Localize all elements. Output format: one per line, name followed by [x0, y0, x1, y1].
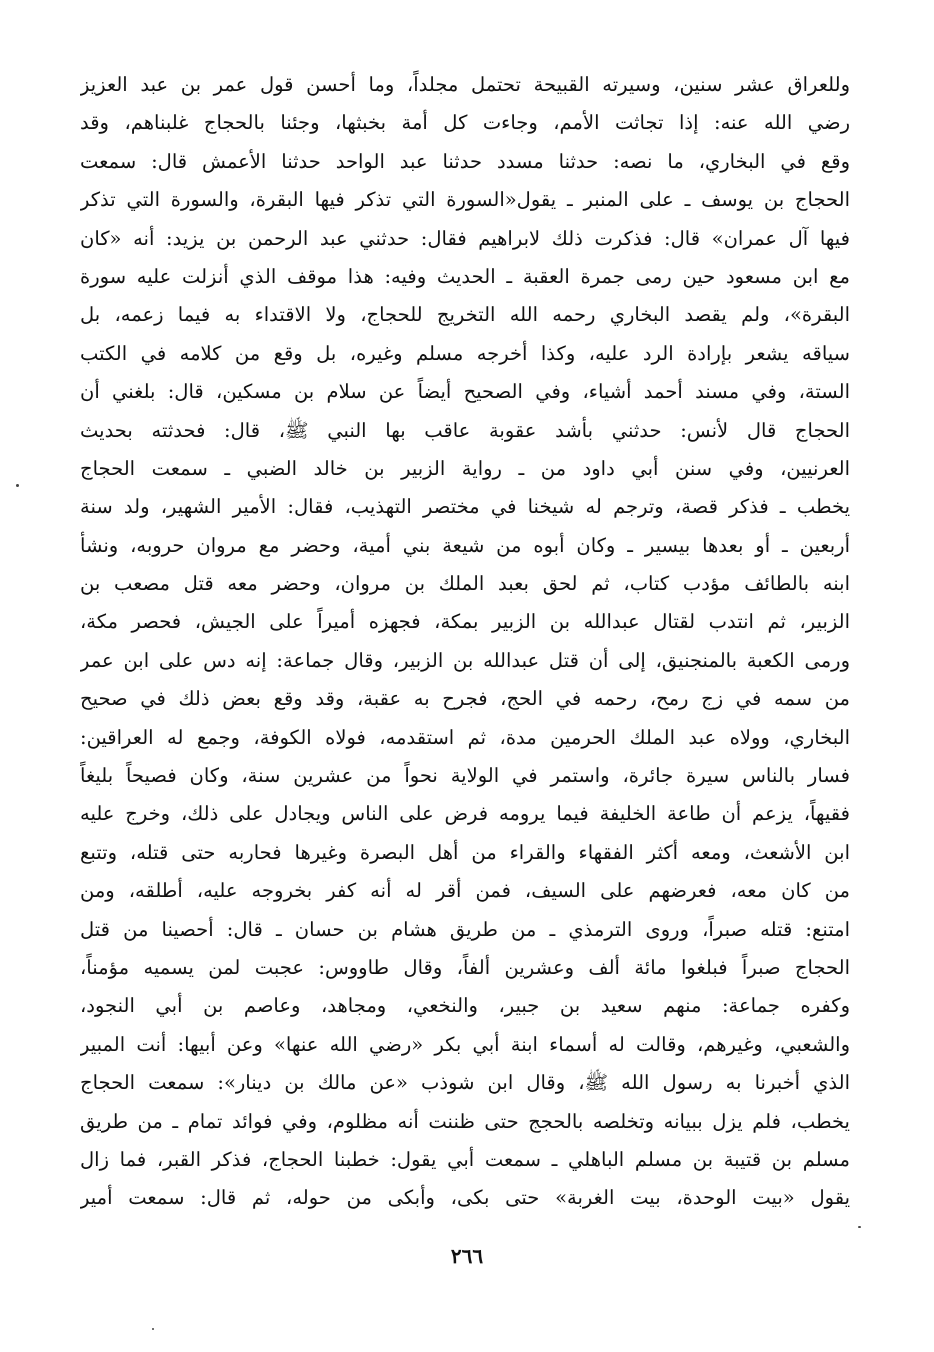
text-line-12: يخطب ـ فذكر قصة، وترجم له شيخنا في مختصر التهذيب، فقال: الأمير الشهير، ولد سنة	[80, 495, 850, 519]
text-line-11: العرنيين، وفي سنن أبي داود من ـ رواية الزبير بن خالد الضبي ـ سمعت الحجاج	[80, 456, 850, 480]
text-line-24: الحجاج صبراً فبلغوا مائة ألف وعشرين ألفاً، وقال طاووس: عجبت لمن يسميه مؤمناً،	[80, 955, 850, 979]
text-line-1: وللعراق عشر سنين، وسيرته القبيحة تحتمل مجلداً، وما أحسن قول عمر بن عبد العزيز	[80, 73, 850, 96]
text-line-17: من سمه في زج رمح، رحمه في الحج، فجرح به عقبة، وقد وقع بعض ذلك في صحيح	[80, 687, 850, 711]
body-text	[80, 66, 850, 1218]
text-line-5: فيها آل عمران» قال: فذكرت ذلك لابراهيم فقال: حدثني عبد الرحمن بن يزيد: أنه «كان	[80, 226, 850, 250]
text-line-13: أربعين ـ أو بعدها بيسير ـ وكان أبوه من شيعة بني أمية، وحضر مع مروان حروبه، ونشأ	[80, 533, 850, 557]
text-line-26: والشعبي، وغيرهم، وقالت له أسماء ابنة أبي بكر «رضي الله عنها» وعن أبيها: أنت المبير	[80, 1032, 850, 1056]
text-line-10: الحجاج قال لأنس: حدثني بأشد عقوبة عاقب بها النبي ﷺ، قال: فحدثته بحديث	[80, 418, 850, 442]
text-line-7: البقرة»، ولم يقصد البخاري رحمه الله التخريج للحجاج، ولا الاقتداء به فيما زعمه، بل	[80, 303, 850, 327]
text-line-8: سياقه يشعر بإرادة الرد عليه، وكذا أخرجه مسلم وغيره، بل وقع من كلامه في الكتب	[80, 341, 850, 365]
text-line-3: وقع في البخاري، ما نصه: حدثنا مسدد حدثنا عبد الواحد حدثنا الأعمش قال: سمعت	[80, 149, 850, 173]
text-line-23: امتنع: قتله صبراً، وروى الترمذي ـ من طريق هشام بن حسان ـ قال: أحصينا من قتل	[80, 917, 850, 941]
page-number: ٢٦٦	[450, 1244, 484, 1268]
text-line-30: يقول «بيت الوحدة، بيت الغربة» حتى بكى، وأبكى من حوله، ثم قال: سمعت أمير	[80, 1186, 850, 1210]
text-line-16: ورمى الكعبة بالمنجنيق، إلى أن قتل عبدالله بن الزبير، وقال جماعة: إنه دس على ابن عمر	[80, 648, 850, 672]
text-line-25: وكفره جماعة: منهم سعيد بن جبير، والنخعي، ومجاهد، وعاصم بن أبي النجود،	[80, 994, 850, 1018]
text-line-14: ابنه بالطائف مؤدب كتاب، ثم لحق بعبد الملك بن مروان، وحضر معه قتل مصعب بن	[80, 572, 850, 596]
scan-speck	[16, 484, 19, 487]
scan-speck	[152, 1328, 154, 1330]
text-line-18: البخاري، وولاه عبد الملك الحرمين مدة، ثم استقدمه، فولاه الكوفة، وجمع له العراقين:	[80, 725, 850, 749]
scan-speck	[858, 1226, 861, 1228]
text-line-6: مع ابن مسعود حين رمى جمرة العقبة ـ الحديث وفيه: هذا موقف الذي أنزلت عليه سورة	[80, 264, 850, 288]
text-line-27: الذي أخبرنا به رسول الله ﷺ، وقال ابن شوذب «عن مالك بن دينار»: سمعت الحجاج	[80, 1071, 850, 1095]
text-line-9: الستة، وفي مسند أحمد أشياء، وفي الصحيح أيضاً عن سلام بن مسكين، قال: بلغني أن	[80, 380, 850, 404]
text-line-2: رضي الله عنه: إذا تجاثت الأمم، وجاءت كل أمة بخبثها، وجئنا بالحجاج غلبناهم، وقد	[80, 111, 850, 135]
text-line-22: من كان معه، فعرضهم على السيف، فمن أقر له أنه كفر بخروجه عليه، أطلقه، ومن	[80, 879, 850, 903]
text-line-28: يخطب، فلم يزل ببيانه وتخلصه بالحجج حتى ظننت أنه مظلوم، وفي فوائد تمام ـ من طريق	[80, 1109, 850, 1133]
text-line-20: فقيهاً، يزعم أن طاعة الخليفة فيما يرومه فرض على الناس ويجادل على ذلك، وخرج عليه	[80, 802, 850, 826]
text-line-21: ابن الأشعث، ومعه أكثر الفقهاء والقراء من أهل البصرة وغيرها فحاربه حتى قتله، وتتبع	[80, 840, 850, 864]
text-line-19: فسار بالناس سيرة جائرة، واستمر في الولاية نحواً من عشرين سنة، وكان فصيحاً بليغاً	[80, 764, 850, 788]
text-line-29: مسلم بن قتيبة بن مسلم الباهلي ـ سمعت أبي يقول: خطبنا الحجاج، فذكر القبر، فما زال	[80, 1147, 850, 1171]
text-line-4: الحجاج بن يوسف ـ على المنبر ـ يقول«السورة التي تذكر فيها البقرة، والسورة التي تذكر	[80, 188, 850, 212]
text-line-15: الزبير، ثم انتدب لقتال عبدالله بن الزبير بمكة، فجهزه أميراً على الجيش، فحصر مكة،	[80, 610, 850, 634]
